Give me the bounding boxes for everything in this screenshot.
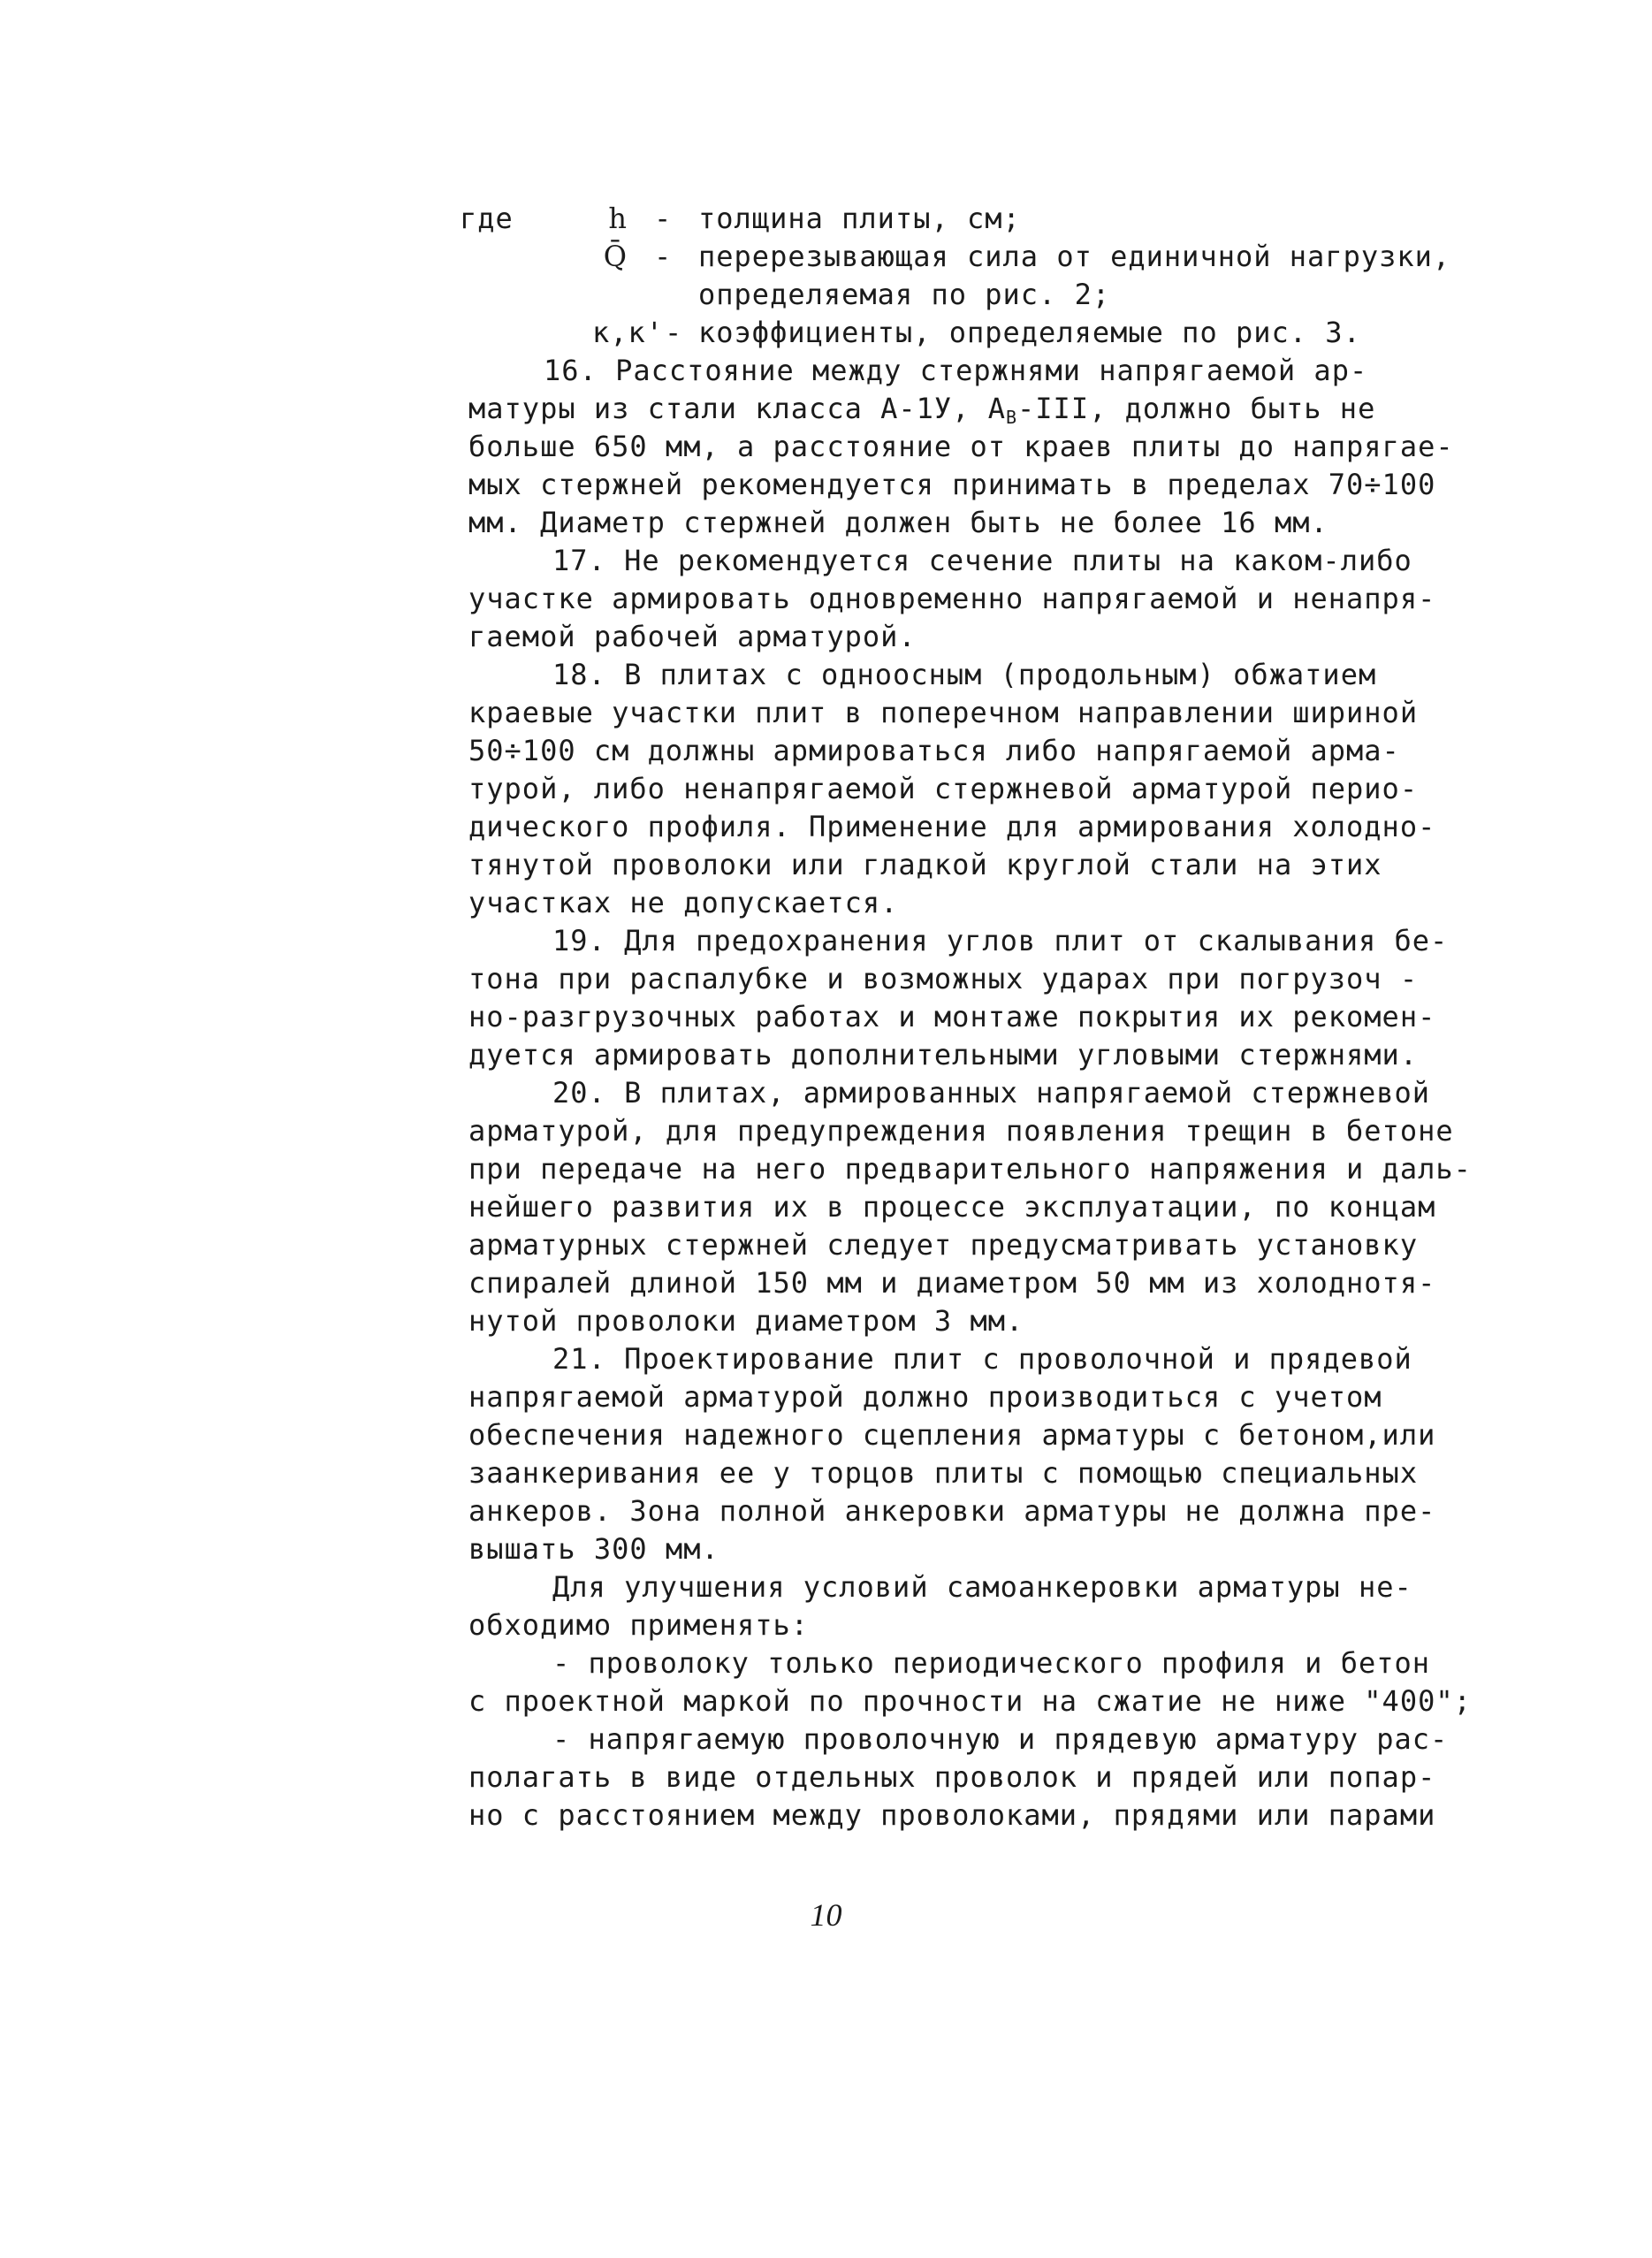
paragraph-18-line: 18. В плитах с одноосным (продольным) обжатием	[552, 658, 1377, 691]
symbol-k: к,к'	[592, 316, 665, 349]
paragraph-20-line: 20. В плитах, армированных напрягаемой стержневой	[552, 1076, 1431, 1110]
where-word: где	[460, 202, 514, 235]
list-item-line: - проволоку только периодического профиля и бетон	[552, 1646, 1431, 1680]
paragraph-21-line: 21. Проектирование плит с проволочной и прядевой	[552, 1342, 1412, 1376]
definition-text: определяемая по рис. 2;	[698, 278, 1111, 311]
list-item-line: но с расстоянием между проволоками, прядями или парами	[468, 1798, 1436, 1832]
paragraph-16-line: 16. Расстояние между стержнями напрягаемой ар-	[544, 354, 1368, 387]
symbol-h: h	[608, 202, 628, 235]
definition-text: перерезывающая сила от единичной нагрузки,	[698, 240, 1451, 273]
paragraph-18-line: турой, либо ненапрягаемой стержневой арматурой перио-	[468, 772, 1419, 805]
list-item-line: полагать в виде отдельных проволок и прядей или попар-	[468, 1760, 1436, 1794]
paragraph-18-line: дического профиля. Применение для армирования холодно-	[468, 810, 1436, 843]
paragraph-21-line: вышать 300 мм.	[468, 1532, 719, 1566]
paragraph-21-line: заанкеривания ее у торцов плиты с помощью специальных	[468, 1456, 1419, 1490]
paragraph-18-line: участках не допускается.	[468, 886, 899, 919]
paragraph-21-line: анкеров. Зона полной анкеровки арматуры не должна пре-	[468, 1494, 1436, 1528]
paragraph-20-line: при передаче на него предварительного напряжения и даль-	[468, 1152, 1472, 1186]
paragraph-20-line: спиралей длиной 150 мм и диаметром 50 мм из холоднотя-	[468, 1266, 1436, 1300]
paragraph-21-line: обеспечения надежного сцепления арматуры с бетоном,или	[468, 1418, 1436, 1452]
paragraph-21-line: напрягаемой арматурой должно производиться с учетом	[468, 1380, 1382, 1414]
paragraph-20-line: нутой проволоки диаметром 3 мм.	[468, 1304, 1024, 1338]
definition-text: коэффициенты, определяемые по рис. 3.	[698, 316, 1361, 349]
paragraph-19-line: дуется армировать дополнительными угловыми стержнями.	[468, 1038, 1419, 1072]
paragraph-17-line: 17. Не рекомендуется сечение плиты на каком-либо	[552, 544, 1412, 577]
paragraph-16-line: больше 650 мм, а расстояние от краев плиты до напрягае-	[468, 430, 1454, 463]
symbol-q: Q̄	[603, 240, 628, 273]
definition-dash: -	[665, 316, 683, 349]
paragraph-18-line: 50÷100 см должны армироваться либо напрягаемой арма-	[468, 734, 1400, 767]
paragraph-19-line: тона при распалубке и возможных ударах при погрузоч -	[468, 962, 1419, 996]
paragraph-18-line: краевые участки плит в поперечном направлении шириной	[468, 696, 1419, 729]
paragraph-19-line: но-разгрузочных работах и монтаже покрытия их рекомен-	[468, 1000, 1436, 1034]
paragraph-line: обходимо применять:	[468, 1608, 810, 1642]
list-item-line: - напрягаемую проволочную и прядевую арматуру рас-	[552, 1722, 1449, 1756]
paragraph-16-line: мых стержней рекомендуется принимать в пределах 70÷100	[468, 468, 1436, 501]
paragraph-20-line: арматурных стержней следует предусматривать установку	[468, 1228, 1419, 1262]
definition-dash: -	[654, 202, 673, 235]
paragraph-16-line: матуры из стали класса А-1У, $А_В$-III, должно быть не	[468, 392, 1376, 428]
paragraph-20-line: нейшего развития их в процессе эксплуатации, по концам	[468, 1190, 1436, 1224]
paragraph-16-line: мм. Диаметр стержней должен быть не более 16 мм.	[468, 506, 1328, 539]
definition-text: толщина плиты, см;	[698, 202, 1021, 235]
paragraph-18-line: тянутой проволоки или гладкой круглой стали на этих	[468, 848, 1382, 881]
paragraph-17-line: участке армировать одновременно напрягаемой и ненапря-	[468, 582, 1436, 615]
paragraph-19-line: 19. Для предохранения углов плит от скалывания бе-	[552, 924, 1449, 957]
definition-dash: -	[654, 240, 673, 273]
paragraph-17-line: гаемой рабочей арматурой.	[468, 620, 917, 653]
list-item-line: с проектной маркой по прочности на сжатие не ниже "400";	[468, 1684, 1472, 1718]
steel-class-subscript: В	[1005, 407, 1018, 428]
paragraph-20-line: арматурой, для предупреждения появления трещин в бетоне	[468, 1114, 1454, 1148]
page-number: 10	[810, 1897, 842, 1933]
paragraph-line: Для улучшения условий самоанкеровки арматуры не-	[552, 1570, 1412, 1604]
